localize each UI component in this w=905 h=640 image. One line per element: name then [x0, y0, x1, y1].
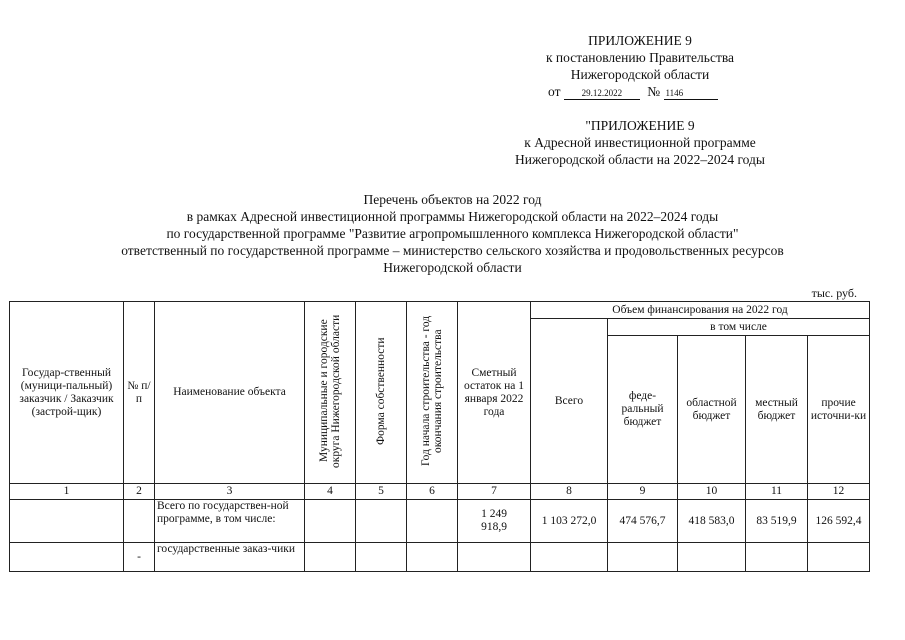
row-local: 83 519,9	[746, 500, 808, 543]
appendix2-line-3: Нижегородской области на 2022–2024 годы	[515, 152, 765, 167]
row-total: 1 103 272,0	[531, 500, 608, 543]
header-ownership	[356, 302, 407, 484]
column-number: 12	[808, 484, 870, 500]
column-number-row	[10, 484, 870, 500]
header-number: № п/п	[124, 302, 155, 484]
row-number: -	[124, 543, 155, 572]
table-row	[10, 500, 870, 543]
row-estimate: 1 249 918,9	[458, 500, 531, 543]
doc-title-line-2: в рамках Адресной инвестиционной программы Нижегородской области на 2022–2024 годы	[186, 209, 719, 224]
row-municipality	[305, 500, 356, 543]
header-regional: областной бюджет	[678, 336, 746, 484]
row-ownership	[356, 500, 407, 543]
header-local: местный бюджет	[746, 336, 808, 484]
header-other: прочие источни-ки	[808, 336, 870, 484]
header-years	[407, 302, 458, 484]
column-number: 10	[678, 484, 746, 500]
financing-table	[9, 301, 870, 572]
appendix-date-line	[548, 84, 728, 100]
header-object-name: Наименование объекта	[155, 302, 305, 484]
row-federal	[608, 543, 678, 572]
column-number: 8	[531, 484, 608, 500]
appendix-line-3: Нижегородской области	[570, 67, 710, 82]
header-municipality	[305, 302, 356, 484]
row-ownership	[356, 543, 407, 572]
doc-title-line-5: Нижегородской области	[383, 260, 522, 275]
column-number: 9	[608, 484, 678, 500]
row-customer	[10, 500, 124, 543]
header-municipality-text: Муниципальные и городские округа Нижегородской области	[318, 313, 342, 468]
doc-title-line-1: Перечень объектов на 2022 год	[363, 192, 542, 207]
header-years-text: Год начала строительства - год окончания строительства	[420, 315, 444, 466]
row-federal: 474 576,7	[608, 500, 678, 543]
table-row	[10, 543, 870, 572]
row-regional: 418 583,0	[678, 500, 746, 543]
units-label: тыс. руб.	[811, 286, 857, 300]
row-years	[407, 500, 458, 543]
header-including: в том числе	[608, 319, 870, 336]
row-customer	[10, 543, 124, 572]
row-other	[808, 543, 870, 572]
doc-title-line-3: по государственной программе "Развитие агропромышленного комплекса Нижегородской области"	[166, 226, 739, 241]
column-number: 3	[155, 484, 305, 500]
row-regional	[678, 543, 746, 572]
row-object-name: государственные заказ-чики	[155, 543, 305, 572]
column-number: 6	[407, 484, 458, 500]
appendix2-line-2: к Адресной инвестиционной программе	[524, 135, 756, 150]
header-federal: феде-ральный бюджет	[608, 336, 678, 484]
column-number: 11	[746, 484, 808, 500]
row-number	[124, 500, 155, 543]
number-field: 1146	[664, 88, 718, 100]
column-number: 7	[458, 484, 531, 500]
doc-title-line-4: ответственный по государственной программе – министерство сельского хозяйства и продовольственных ресурсов	[121, 243, 784, 258]
column-number: 2	[124, 484, 155, 500]
row-municipality	[305, 543, 356, 572]
header-estimate: Сметный остаток на 1 января 2022 года	[458, 302, 531, 484]
appendix-title: ПРИЛОЖЕНИЕ 9	[588, 33, 692, 48]
row-other: 126 592,4	[808, 500, 870, 543]
row-local	[746, 543, 808, 572]
column-number: 4	[305, 484, 356, 500]
number-label: №	[647, 84, 661, 99]
appendix-line-2: к постановлению Правительства	[545, 50, 735, 65]
header-customer: Государ-ственный (муници-пальный) заказчик / Заказчик (застрой-щик)	[10, 302, 124, 484]
date-field: 29.12.2022	[564, 88, 640, 100]
row-object-name: Всего по государствен-ной программе, в том числе:	[155, 500, 305, 543]
header-total: Всего	[531, 319, 608, 484]
row-estimate	[458, 543, 531, 572]
row-years	[407, 543, 458, 572]
appendix2-title: "ПРИЛОЖЕНИЕ 9	[585, 118, 695, 133]
from-label: от	[548, 84, 561, 99]
header-financing: Объем финансирования на 2022 год	[531, 302, 870, 319]
row-total	[531, 543, 608, 572]
column-number: 5	[356, 484, 407, 500]
header-ownership-text: Форма собственности	[375, 336, 387, 445]
column-number: 1	[10, 484, 124, 500]
